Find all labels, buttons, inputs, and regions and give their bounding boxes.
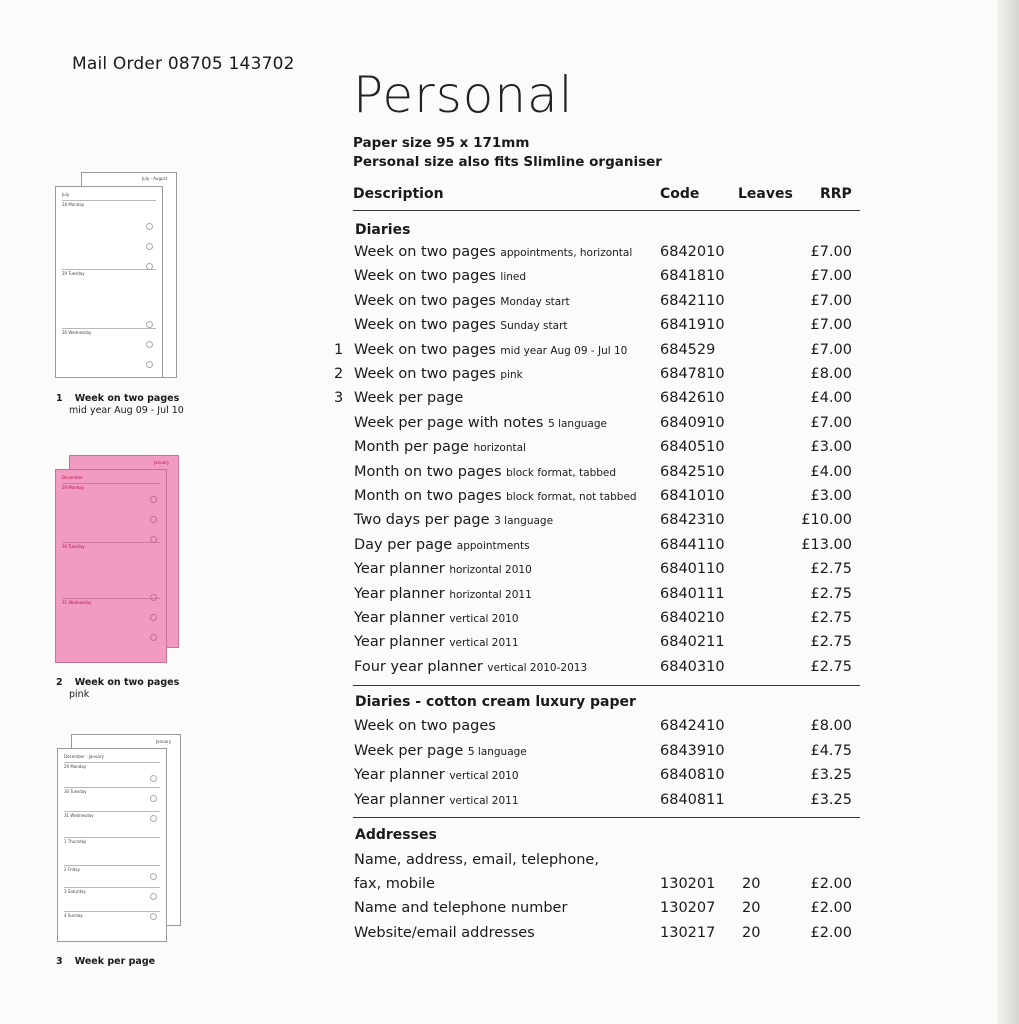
- row-code: 6840210: [660, 610, 725, 626]
- product-name: Year planner: [354, 561, 445, 578]
- day-label: 31 Wednesday: [64, 813, 94, 818]
- row-rrp: £7.00: [810, 341, 852, 358]
- section-title: Diaries: [355, 222, 411, 238]
- row-description: [354, 439, 526, 455]
- row-code: 6840310: [660, 658, 725, 675]
- product-name: Week per page: [354, 390, 464, 407]
- day-label: 2 Friday: [64, 867, 80, 872]
- product-note: block format, tabbed: [506, 466, 617, 479]
- row-code: 130207: [660, 900, 716, 917]
- table-row: [0, 512, 880, 534]
- row-code: 6840111: [660, 585, 725, 602]
- product-name: Year planner: [354, 610, 445, 626]
- slimline-note: Personal size also fits Slimline organiser: [353, 154, 662, 170]
- product-note: pink: [500, 369, 523, 381]
- table-row: [0, 268, 880, 290]
- product-note: horizontal 2011: [449, 588, 532, 601]
- product-name: Week on two pages: [354, 244, 496, 260]
- product-note: block format, not tabbed: [506, 491, 637, 503]
- section-title: Addresses: [355, 827, 437, 843]
- row-description: [354, 792, 519, 808]
- product-name: fax, mobile: [354, 876, 435, 893]
- product-note: vertical 2011: [449, 794, 519, 807]
- row-description: [354, 512, 553, 528]
- product-note: Monday start: [500, 295, 570, 308]
- product-name: Month on two pages: [354, 463, 502, 480]
- caption-title: Week on two pages: [74, 393, 180, 404]
- row-code: 6847810: [660, 366, 725, 382]
- row-description: [354, 244, 632, 260]
- row-code: 6843910: [660, 742, 725, 759]
- row-rrp: £2.75: [810, 658, 852, 675]
- mail-order-number: Mail Order 08705 143702: [72, 54, 295, 74]
- product-name: Website/email addresses: [354, 924, 535, 941]
- product-name: Year planner: [354, 585, 445, 602]
- row-code: 130217: [660, 924, 716, 941]
- row-code: 6841010: [660, 488, 725, 504]
- sheet-month: July: [62, 192, 70, 197]
- product-name: Month on two pages: [354, 488, 502, 504]
- product-name: Four year planner: [354, 658, 483, 675]
- product-note: lined: [500, 271, 527, 284]
- table-row: [0, 342, 880, 364]
- row-description: [354, 659, 587, 675]
- day-label: 4 Sunday: [64, 913, 83, 918]
- row-code: 684529: [660, 341, 716, 358]
- product-note: horizontal 2010: [449, 564, 532, 577]
- product-name: Name, address, email, telephone,: [354, 852, 599, 868]
- table-row: [0, 415, 880, 437]
- row-description: [354, 876, 435, 892]
- back-sheet-label: January: [156, 739, 172, 744]
- table-row: [0, 852, 880, 874]
- row-rrp: £2.75: [810, 585, 852, 602]
- row-rrp: £2.00: [810, 900, 852, 917]
- table-row: [0, 537, 880, 559]
- product-name: Name and telephone number: [354, 900, 568, 917]
- caption-title: Week per page: [74, 956, 156, 967]
- row-code: 6840810: [660, 767, 725, 783]
- row-description: [354, 852, 599, 868]
- product-name: Week on two pages: [354, 341, 496, 358]
- row-rrp: £7.00: [810, 292, 852, 309]
- row-rrp: £3.00: [810, 488, 852, 504]
- product-note: vertical 2010: [449, 613, 519, 625]
- caption-2: 2 Week on two pages pink: [56, 677, 180, 700]
- row-code: 6842010: [660, 244, 725, 260]
- row-code: 6840211: [660, 634, 725, 651]
- table-row: [0, 244, 880, 266]
- day-label: 29 Monday: [64, 764, 87, 769]
- row-code: 6842510: [660, 463, 725, 480]
- day-label: 3 Saturday: [64, 889, 86, 894]
- day-label: 31 Wednesday: [62, 600, 92, 605]
- row-description: [354, 366, 523, 382]
- row-rrp: £7.00: [810, 268, 852, 285]
- row-rrp: £7.00: [810, 317, 852, 334]
- row-rrp: £13.00: [801, 536, 852, 553]
- sheet-month: December - January: [64, 754, 104, 759]
- table-row: [0, 634, 880, 656]
- table-row: [0, 390, 880, 412]
- product-name: Week per page: [354, 742, 464, 759]
- table-row: [0, 659, 880, 681]
- row-description: [354, 268, 526, 284]
- row-description: [354, 342, 627, 358]
- row-code: 6841910: [660, 317, 725, 334]
- row-rrp: £3.25: [810, 767, 852, 783]
- row-rrp: £4.75: [810, 742, 852, 759]
- row-description: [354, 561, 532, 577]
- page-gutter: [997, 0, 1019, 1024]
- col-code: Code: [660, 186, 700, 202]
- product-note: 5 language: [467, 745, 527, 758]
- row-code: 6840510: [660, 439, 725, 456]
- row-code: 6840110: [660, 561, 725, 578]
- table-row: [0, 561, 880, 583]
- table-row: [0, 767, 880, 789]
- row-description: [354, 415, 607, 431]
- product-name: Month per page: [354, 439, 469, 456]
- row-code: 6841810: [660, 268, 725, 285]
- product-name: Day per page: [354, 536, 453, 553]
- caption-3: 3 Week per page: [56, 956, 156, 967]
- row-rrp: £8.00: [810, 718, 852, 734]
- row-description: [354, 718, 496, 734]
- row-rrp: £4.00: [810, 463, 852, 480]
- row-description: [354, 464, 616, 480]
- row-description: [354, 488, 637, 504]
- row-description: [354, 767, 519, 783]
- table-row: [0, 925, 880, 947]
- row-leaves: 20: [742, 924, 761, 941]
- product-note: vertical 2010: [449, 770, 519, 782]
- product-name: Week on two pages: [354, 366, 496, 382]
- product-note: appointments: [456, 539, 530, 552]
- table-row: [0, 464, 880, 486]
- row-rrp: £2.75: [810, 561, 852, 578]
- section-title: Diaries - cotton cream luxury paper: [355, 694, 636, 710]
- caption-1: 1 Week on two pages mid year Aug 09 - Jul 10: [56, 393, 184, 416]
- row-description: [354, 390, 463, 406]
- product-name: Year planner: [354, 767, 445, 783]
- row-description: [354, 537, 530, 553]
- product-name: Week on two pages: [354, 718, 496, 734]
- row-code: 6840910: [660, 414, 725, 431]
- day-label: 1 Thursday: [64, 839, 87, 844]
- table-row: [0, 743, 880, 765]
- product-name: Week per page with notes: [354, 414, 544, 431]
- table-row: [0, 293, 880, 315]
- row-code: 6842310: [660, 512, 725, 529]
- day-label: 29 Tuesday: [62, 271, 85, 276]
- product-note: horizontal: [473, 442, 526, 455]
- product-name: Year planner: [354, 634, 445, 651]
- row-rrp: £7.00: [810, 414, 852, 431]
- row-rrp: £2.75: [810, 610, 852, 626]
- row-rrp: £2.00: [810, 924, 852, 941]
- row-rrp: £3.00: [810, 439, 852, 456]
- row-number: 3: [334, 390, 344, 407]
- table-row: [0, 718, 880, 740]
- row-description: [354, 900, 567, 916]
- product-note: vertical 2010-2013: [487, 661, 588, 674]
- row-code: 6844110: [660, 536, 725, 553]
- product-note: mid year Aug 09 - Jul 10: [500, 344, 628, 357]
- table-row: [0, 900, 880, 922]
- row-number: 1: [334, 341, 344, 358]
- day-label: 30 Tuesday: [64, 789, 87, 794]
- row-description: [354, 317, 568, 333]
- product-note: vertical 2011: [449, 637, 519, 650]
- col-leaves: Leaves: [738, 186, 793, 202]
- page-title: Personal: [353, 66, 574, 124]
- row-description: [354, 925, 535, 941]
- product-note: Sunday start: [500, 320, 568, 333]
- product-name: Year planner: [354, 791, 445, 808]
- row-description: [354, 743, 527, 759]
- product-note: appointments, horizontal: [500, 247, 633, 259]
- product-name: Week on two pages: [354, 268, 496, 285]
- row-rrp: £10.00: [801, 512, 852, 529]
- row-leaves: 20: [742, 900, 761, 917]
- row-code: 6840811: [660, 791, 725, 808]
- row-description: [354, 634, 519, 650]
- row-leaves: 20: [742, 876, 761, 893]
- row-rrp: £3.25: [810, 791, 852, 808]
- row-code: 6842410: [660, 718, 725, 734]
- caption-sub: pink: [69, 689, 90, 700]
- product-note: 3 language: [494, 515, 554, 528]
- back-sheet-label: July - August: [142, 176, 168, 181]
- row-code: 6842610: [660, 390, 725, 407]
- product-name: Week on two pages: [354, 317, 496, 334]
- table-row: [0, 610, 880, 632]
- row-rrp: £2.75: [810, 634, 852, 651]
- row-number: 2: [334, 366, 344, 382]
- day-label: 29 Monday: [62, 485, 85, 490]
- table-row: [0, 792, 880, 814]
- sheet-month: December: [62, 475, 83, 480]
- back-sheet-label: January: [154, 460, 170, 465]
- row-code: 6842110: [660, 292, 725, 309]
- col-description: Description: [353, 186, 444, 202]
- row-description: [354, 610, 519, 626]
- table-row: [0, 366, 880, 388]
- day-label: 28 Monday: [62, 202, 85, 207]
- day-label: 30 Tuesday: [62, 544, 85, 549]
- table-row: [0, 876, 880, 898]
- row-rrp: £8.00: [810, 366, 852, 382]
- row-rrp: £4.00: [810, 390, 852, 407]
- product-name: Two days per page: [354, 512, 490, 529]
- caption-sub: mid year Aug 09 - Jul 10: [69, 405, 184, 416]
- row-code: 130201: [660, 876, 716, 893]
- col-rrp: RRP: [820, 186, 852, 202]
- header-rule: [353, 210, 860, 211]
- product-name: Week on two pages: [354, 292, 496, 309]
- row-rrp: £2.00: [810, 876, 852, 893]
- section-rule: [353, 817, 860, 818]
- table-row: [0, 488, 880, 510]
- product-note: 5 language: [548, 417, 607, 430]
- row-description: [354, 586, 532, 602]
- row-description: [354, 293, 570, 309]
- paper-size: Paper size 95 x 171mm: [353, 135, 530, 151]
- table-row: [0, 439, 880, 461]
- table-row: [0, 586, 880, 608]
- section-rule: [353, 685, 860, 686]
- caption-title: Week on two pages: [74, 677, 180, 688]
- row-rrp: £7.00: [810, 244, 852, 260]
- table-row: [0, 317, 880, 339]
- day-label: 30 Wednesday: [62, 330, 92, 335]
